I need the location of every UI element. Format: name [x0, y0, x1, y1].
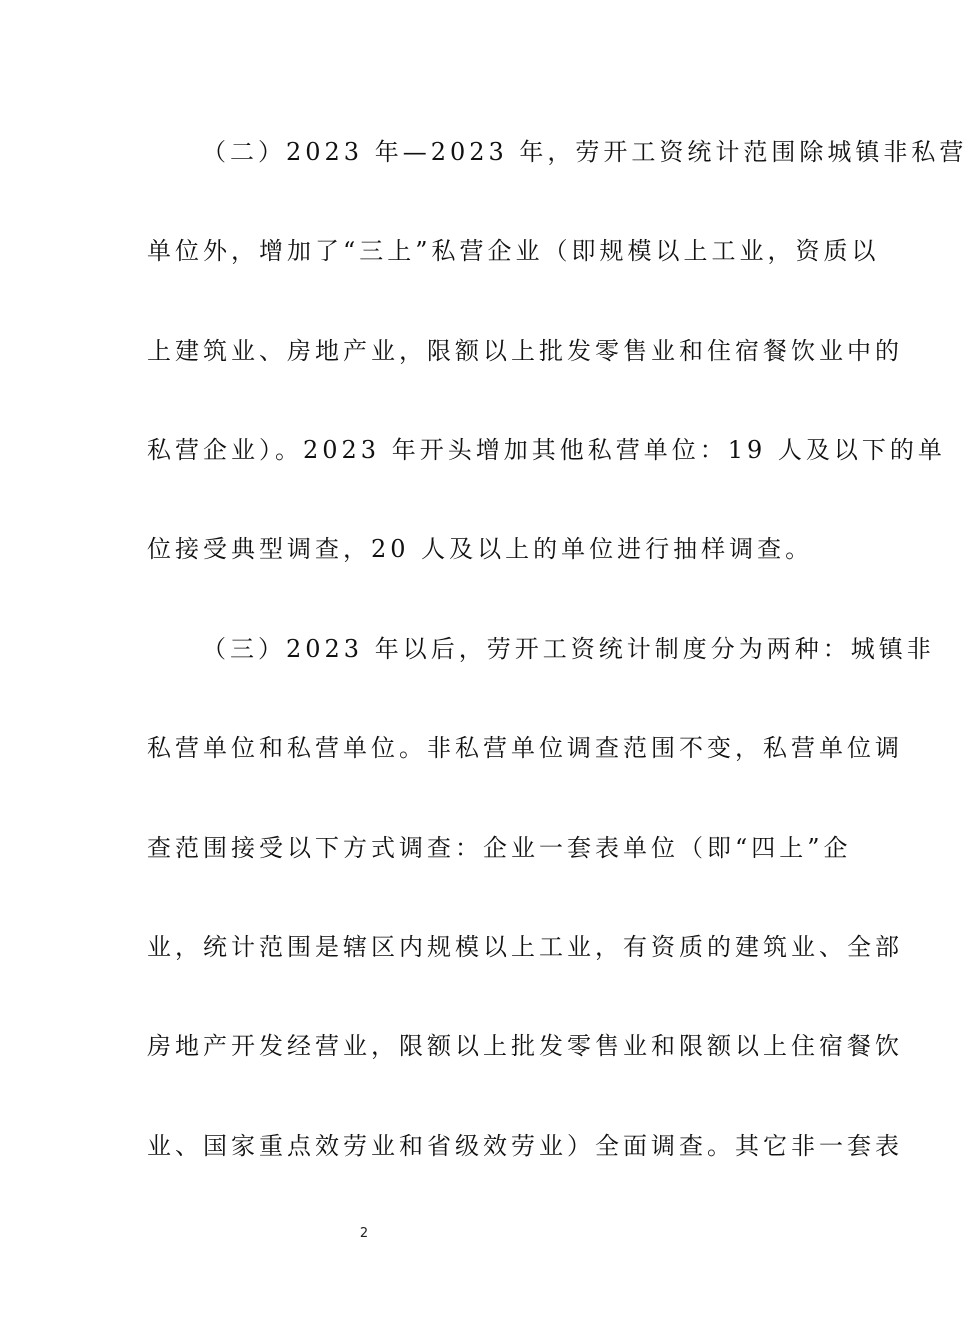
paragraph-line: 上建筑业、房地产业，限额以上批发零售业和住宿餐饮业中的 — [147, 337, 903, 365]
paragraph-line: 房地产开发经营业，限额以上批发零售业和限额以上住宿餐饮 — [147, 1032, 903, 1060]
paragraph-line: 位接受典型调查，20 人及以上的单位进行抽样调查。 — [147, 535, 814, 563]
paragraph-line: 业、国家重点效劳业和省级效劳业）全面调查。其它非一套表 — [147, 1132, 903, 1160]
paragraph-line: 私营企业）。2023 年开头增加其他私营单位：19 人及以下的单 — [147, 436, 946, 464]
paragraph-line: （二）2023 年—2023 年，劳开工资统计范围除城镇非私营 — [202, 138, 967, 166]
paragraph-line: 私营单位和私营单位。非私营单位调查范围不变，私营单位调 — [147, 734, 903, 762]
page-number: 2 — [359, 1226, 369, 1241]
paragraph-line: 单位外，增加了“三上”私营企业（即规模以上工业，资质以 — [147, 237, 880, 265]
paragraph-line: 业，统计范围是辖区内规模以上工业，有资质的建筑业、全部 — [147, 933, 903, 961]
paragraph-line: （三）2023 年以后，劳开工资统计制度分为两种：城镇非 — [202, 635, 935, 663]
paragraph-line: 查范围接受以下方式调查：企业一套表单位（即“四上”企 — [147, 834, 852, 862]
